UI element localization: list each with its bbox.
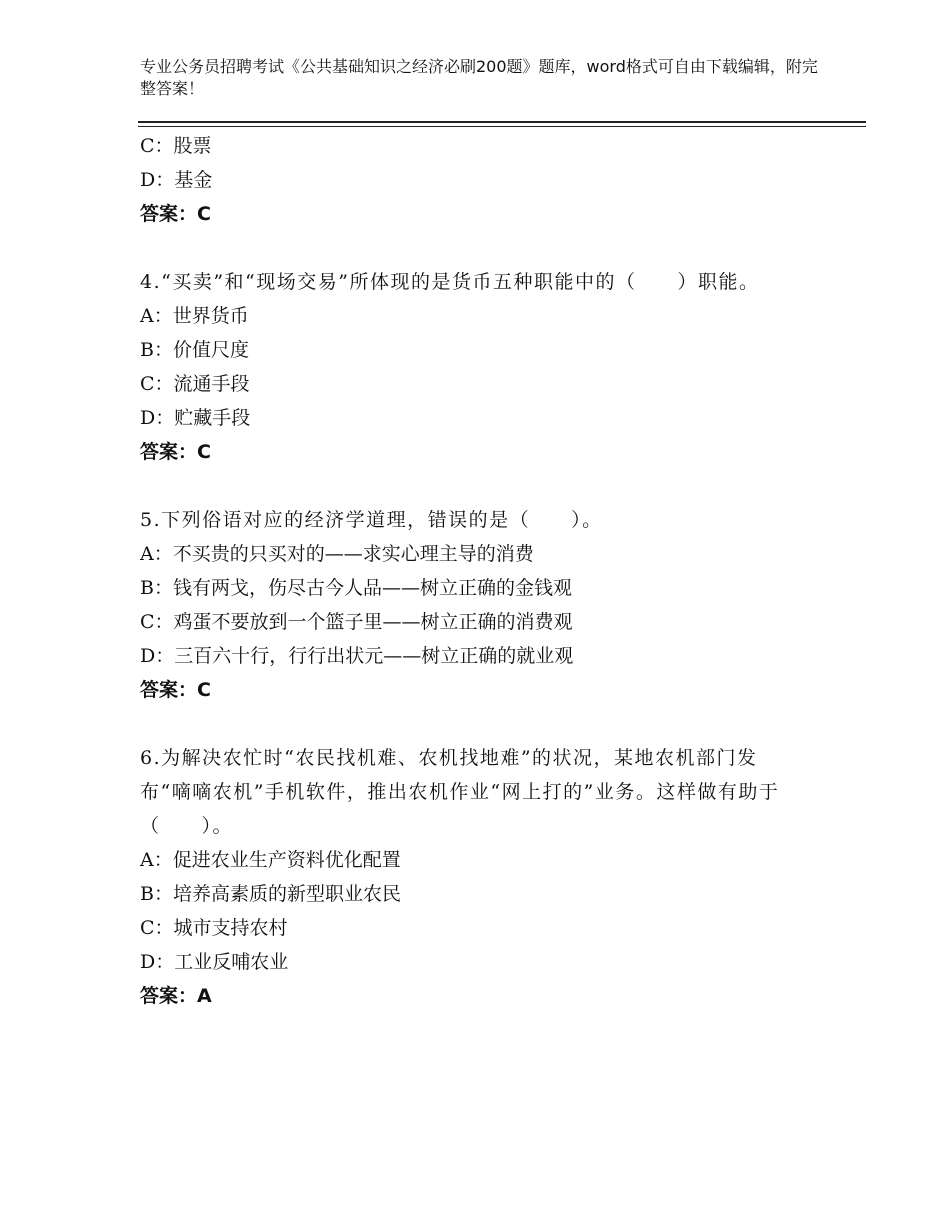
question-6	[140, 741, 800, 1013]
question-stem: 5.下列俗语对应的经济学道理，错误的是（ ）。	[140, 509, 603, 531]
prev-question-tail	[140, 129, 800, 231]
option-c: C：城市支持农村	[140, 917, 288, 939]
option-d: D：三百六十行，行行出状元——树立正确的就业观	[140, 645, 574, 667]
question-4	[140, 265, 800, 469]
question-5	[140, 503, 800, 707]
question-stem: 4.“买卖”和“现场交易”所体现的是货币五种职能中的（ ）职能。	[140, 271, 760, 293]
option-c: C：股票	[140, 135, 212, 157]
option-a: A：促进农业生产资料优化配置	[140, 849, 401, 871]
option-a: A：不买贵的只买对的——求实心理主导的消费	[140, 543, 534, 565]
option-a: A：世界货币	[140, 305, 249, 327]
option-d: D：贮藏手段	[140, 407, 251, 429]
answer-line: 答案：C	[140, 679, 211, 701]
option-b: B：培养高素质的新型职业农民	[140, 883, 401, 905]
document-header: 专业公务员招聘考试《公共基础知识之经济必刷200题》题库，word格式可自由下载编辑，附完整答案！	[140, 57, 818, 98]
option-c: C：流通手段	[140, 373, 250, 395]
answer-line: 答案：C	[140, 203, 211, 225]
answer-line: 答案：C	[140, 441, 211, 463]
option-d: D：基金	[140, 169, 213, 191]
question-stem: 6.为解决农忙时“农民找机难、农机找地难”的状况，某地农机部门发布“嘀嘀农机”手机软件，推出农机作业“网上打的”业务。这样做有助于（ ）。	[140, 747, 780, 837]
option-d: D：工业反哺农业	[140, 951, 289, 973]
question-content	[140, 129, 800, 1013]
option-c: C：鸡蛋不要放到一个篮子里——树立正确的消费观	[140, 611, 573, 633]
option-b: B：钱有两戈，伤尽古今人品——树立正确的金钱观	[140, 577, 572, 599]
header-rule-thick	[138, 121, 866, 123]
header-rule-thin	[138, 126, 866, 127]
option-b: B：价值尺度	[140, 339, 249, 361]
answer-line: 答案：A	[140, 985, 212, 1007]
